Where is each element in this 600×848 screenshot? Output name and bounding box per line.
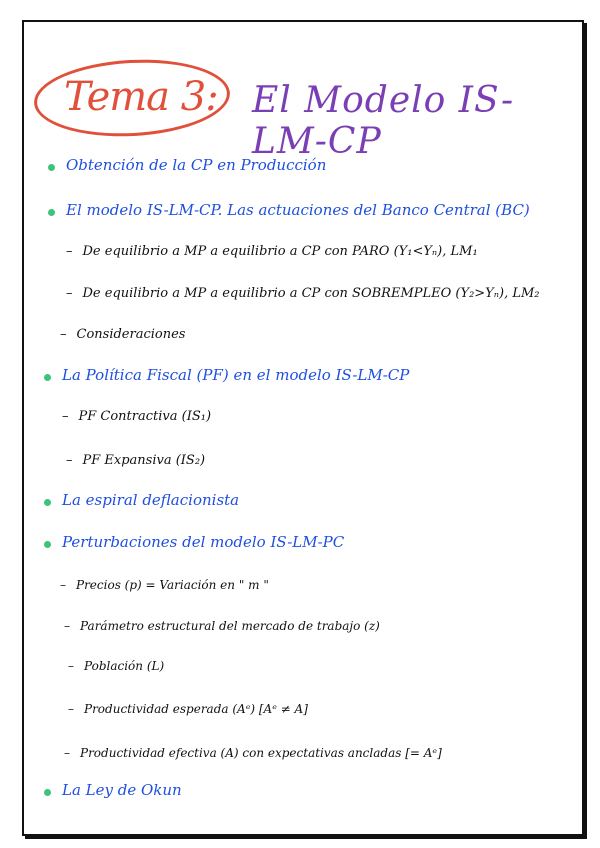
item-text: La Ley de Okun xyxy=(62,781,182,799)
list-item-heading xyxy=(62,533,344,551)
dash-marker: – xyxy=(66,453,73,468)
bullet-dot xyxy=(44,499,51,506)
list-item-sub xyxy=(60,327,185,342)
list-item-sub xyxy=(66,286,540,301)
item-text: Obtención de la CP en Producción xyxy=(66,156,327,174)
dash-marker: – xyxy=(64,619,70,633)
note-page xyxy=(22,20,584,836)
dash-marker: – xyxy=(68,659,74,673)
bullet-dot xyxy=(44,541,51,548)
item-text: La Política Fiscal (PF) en el modelo IS-LM-CP xyxy=(62,366,410,384)
list-item-sub xyxy=(68,659,164,673)
title-part2: El Modelo IS-LM-CP xyxy=(252,80,515,162)
list-item-heading xyxy=(66,156,326,174)
list-item-sub xyxy=(66,453,205,468)
list-item-sub xyxy=(68,702,308,716)
item-text: Productividad efectiva (A) con expectativas ancladas [= Aᵉ] xyxy=(80,746,442,760)
list-item-sub xyxy=(60,578,269,592)
list-item-heading xyxy=(62,781,182,799)
list-item-heading xyxy=(66,201,530,219)
list-item-sub xyxy=(66,244,478,259)
title-part1: Tema 3: xyxy=(64,74,218,120)
item-text: PF Contractiva (IS₁) xyxy=(78,409,212,424)
dash-marker: – xyxy=(66,286,73,301)
item-text: Parámetro estructural del mercado de trabajo (z) xyxy=(80,619,380,633)
bullet-dot xyxy=(48,209,55,216)
bullet-dot xyxy=(48,164,55,171)
dash-marker: – xyxy=(66,244,73,259)
bullet-dot xyxy=(44,374,51,381)
item-text: Población (L) xyxy=(84,659,165,673)
dash-marker: – xyxy=(60,578,66,592)
item-text: Consideraciones xyxy=(76,327,186,342)
bullet-dot xyxy=(44,789,51,796)
list-item-sub xyxy=(64,746,442,760)
title-block xyxy=(34,52,574,162)
item-text: Precios (p) = Variación en " m " xyxy=(76,578,269,592)
item-text: El modelo IS-LM-CP. Las actuaciones del Banco Central (BC) xyxy=(66,201,530,219)
dash-marker: – xyxy=(68,702,74,716)
item-text: De equilibrio a MP a equilibrio a CP con PARO (Y₁<Yₙ), LM₁ xyxy=(82,244,478,259)
item-text: PF Expansiva (IS₂) xyxy=(82,453,206,468)
list-item-heading xyxy=(62,491,239,509)
item-text: De equilibrio a MP a equilibrio a CP con SOBREMPLEO (Y₂>Yₙ), LM₂ xyxy=(82,286,540,301)
item-text: La espiral deflacionista xyxy=(62,491,240,509)
dash-marker: – xyxy=(60,327,67,342)
dash-marker: – xyxy=(64,746,70,760)
item-text: Productividad esperada (Aᵉ) [Aᵉ ≠ A] xyxy=(84,702,308,716)
list-item-sub xyxy=(62,409,211,424)
item-text: Perturbaciones del modelo IS-LM-PC xyxy=(62,533,345,551)
list-item-sub xyxy=(64,619,380,633)
list-item-heading xyxy=(62,366,409,384)
dash-marker: – xyxy=(62,409,69,424)
